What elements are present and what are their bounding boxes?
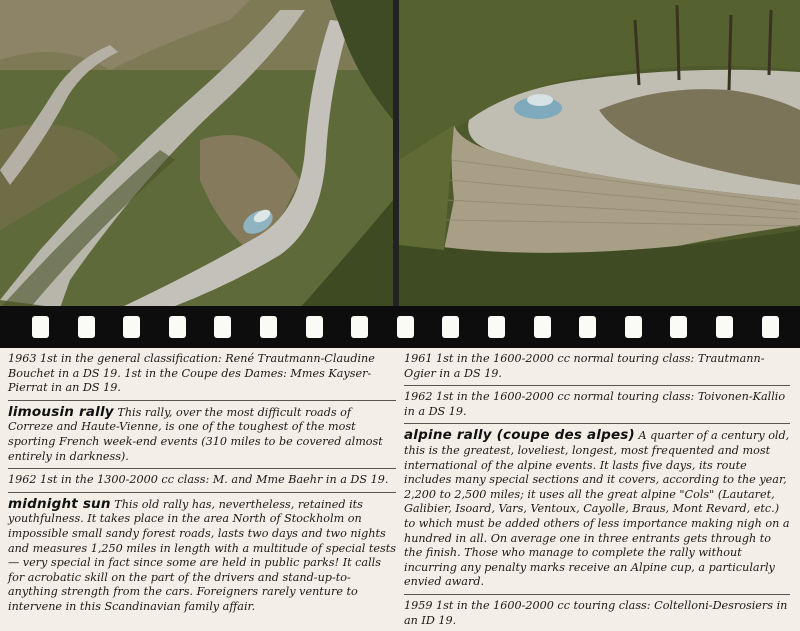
limousin-rally-title: limousin rally [8,403,114,420]
divider [404,594,790,595]
sprocket-hole [625,316,642,338]
sprocket-hole [534,316,551,338]
sprocket-hole [762,316,779,338]
alpine-rally-text: A quarter of a century old, this is the greatest, loveliest, longest, most frequented and most international of the alpine events. It lasts five days, its route includes many special sections and it covers, according to the year, 2,200 to 2,500 miles; it uses all the great alpine "Cols" (Lautaret, Galibier, Isoard, Vars, Ventoux, Cayolle, Braus, Mont Revard, etc.) to which must be added others of less importance making nigh on a hundred in all. On average one in three entrants gets through to the finish. Those who manage to complete the rally without incurring any penalty marks receive an Alpine cup, a particularly envied award. [404,429,790,589]
divider [8,468,396,469]
alpine-rally-section [404,426,790,593]
result-1959: 1959 1st in the 1600-2000 cc touring class: Coltelloni-Desrosiers in an ID 19. [404,598,788,627]
result-1961: 1961 1st in the 1600-2000 cc normal touring class: Trautmann-Ogier in a DS 19. [404,352,765,380]
sprocket-hole [397,316,414,338]
result-1962-alpine: 1962 1st in the 1600-2000 cc normal touring class: Toivonen-Kallio in a DS 19. [404,390,786,418]
divider [404,423,790,424]
sprocket-hole [169,316,186,338]
result-1963: 1963 1st in the general classification: René Trautmann-Claudine Bouchet in a DS 19. 1st in the Coupe des Dames: Mmes Kayser-Pierrat in an DS 19. [8,352,375,395]
sprocket-hole [306,316,323,338]
divider [8,400,396,401]
sprocket-hole [351,316,368,338]
sprocket-hole [488,316,505,338]
midnight-sun-text: This old rally has, nevertheless, retained its youthfulness. It takes place in the area North of Stockholm on impossible small sandy forest roads, lasts two days and two nights and measures 1,250 miles in length with a multitude of special tests — very special in fact since some are held in public parks! It calls for acrobatic skill on the part of the drivers and stand-up-to-anything strength from the cars. Foreigners rarely venture to intervene in this Scandinavian family affair. [8,497,396,613]
sprocket-hole [214,316,231,338]
divider [8,492,396,493]
midnight-sun-section [8,495,396,618]
film-strip [0,306,800,348]
stone-wall-bend-photo [399,0,800,308]
result-1962-limousin: 1962 1st in the 1300-2000 cc class: M. and Mme Baehr in a DS 19. [8,473,389,487]
sprocket-hole [123,316,140,338]
midnight-sun-title: midnight sun [8,495,111,512]
right-column [404,350,790,631]
sprocket-hole [260,316,277,338]
sprocket-hole [32,316,49,338]
sprocket-hole [78,316,95,338]
limousin-rally-text: This rally, over the most difficult roads of Correze and Haute-Vienne, is one of the toughest of the most sporting French week-end events (310 miles to be covered almost entirely in darkness). [8,405,383,463]
photo-strip [0,0,800,308]
sprocket-hole [579,316,596,338]
sprocket-hole [670,316,687,338]
left-column [8,350,396,618]
mountain-hairpin-road-photo [0,0,393,308]
sprocket-hole [442,316,459,338]
alpine-rally-title: alpine rally (coupe des alpes) [404,427,635,444]
divider [404,385,790,386]
limousin-rally-section [8,403,396,467]
sprocket-hole [716,316,733,338]
